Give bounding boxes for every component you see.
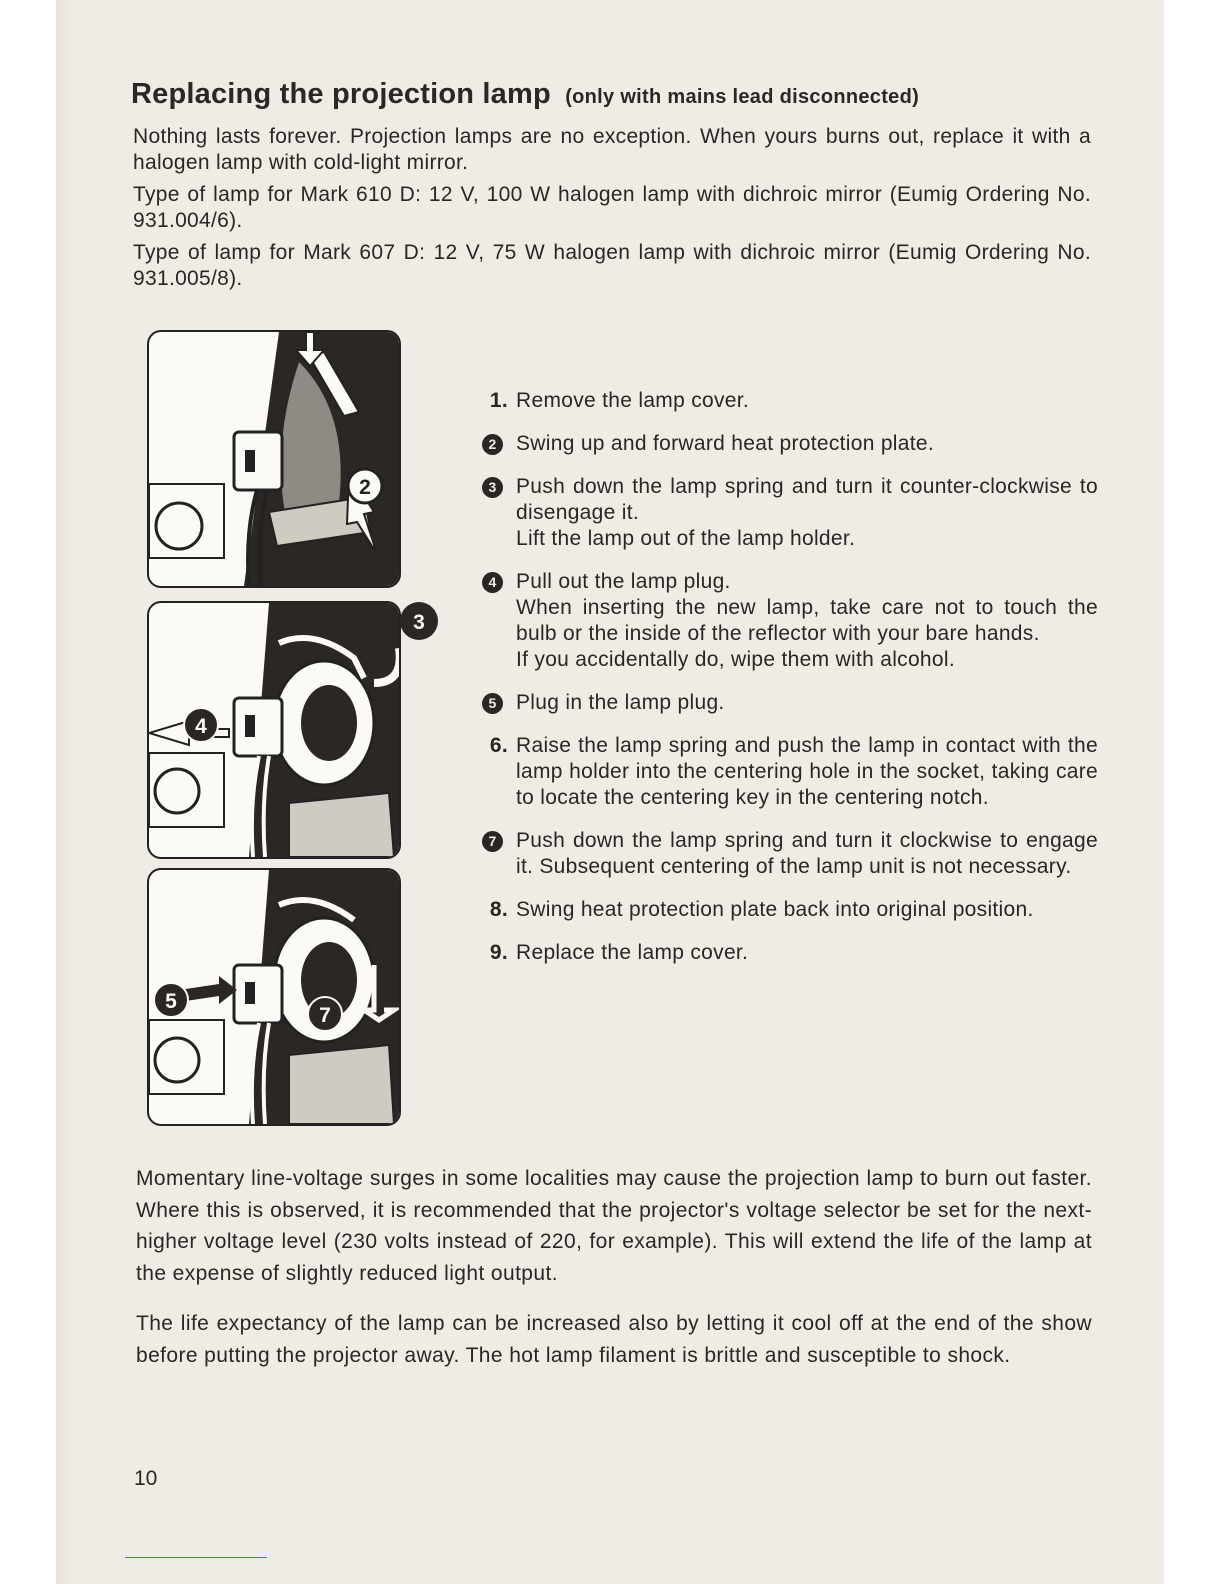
step-1 (478, 388, 1098, 414)
callout-3-badge (398, 600, 440, 642)
notes-section (136, 1163, 1092, 1390)
step-number: 5 (482, 693, 503, 714)
callout-7: 7 (319, 1004, 331, 1027)
step-text: Raise the lamp spring and push the lamp in contact with the lamp holder into the centering hole in the socket, taking care to locate the centering key in the centering notch. (516, 734, 1098, 809)
step-text: When inserting the new lamp, take care not to touch the bulb or the inside of the reflector with your bare hands. (516, 596, 1098, 645)
step-number: 7 (482, 831, 503, 852)
figure-step-2-illustration (149, 332, 399, 586)
step-7 (478, 828, 1098, 880)
step-text: Replace the lamp cover. (516, 941, 749, 964)
figure-step-3-4-illustration (149, 603, 399, 857)
callout-2: 2 (359, 476, 371, 499)
step-text: If you accidentally do, wipe them with alcohol. (516, 648, 955, 671)
step-text: Pull out the lamp plug. (516, 570, 731, 593)
page-title (131, 78, 919, 111)
lamp-spec-610d: Type of lamp for Mark 610 D: 12 V, 100 W halogen lamp with dichroic mirror (Eumig Ordering No. 931.004/6). (133, 183, 1091, 232)
title-main: Replacing the projection lamp (131, 78, 551, 110)
step-text: Push down the lamp spring and turn it counter-clockwise to disengage it. (516, 475, 1098, 524)
step-8 (478, 897, 1098, 923)
step-text: Swing up and forward heat protection plate. (516, 432, 934, 455)
step-text: Plug in the lamp plug. (516, 691, 725, 714)
step-5 (478, 690, 1098, 716)
step-number: 1. (489, 389, 508, 412)
page-number: 10 (134, 1467, 158, 1490)
step-4 (478, 569, 1098, 673)
step-text: Swing heat protection plate back into original position. (516, 898, 1034, 921)
step-text: Lift the lamp out of the lamp holder. (516, 527, 856, 550)
figure-step-2 (147, 330, 401, 588)
step-number: 2 (482, 434, 503, 455)
step-number: 6. (489, 734, 508, 757)
callout-4: 4 (195, 715, 207, 738)
title-note: (only with mains lead disconnected) (565, 86, 920, 108)
step-number: 4 (482, 572, 503, 593)
step-9 (478, 940, 1098, 966)
step-6 (478, 733, 1098, 811)
callout-5: 5 (165, 990, 177, 1013)
voltage-surge-note: Momentary line-voltage surges in some localities may cause the projection lamp to burn out faster. Where this is observed, it is recommended that the projector's voltage selector be set for the next-higher voltage level (230 volts instead of 220, for example). This will extend the life of the lamp at the expense of slightly reduced light output. (136, 1167, 1092, 1285)
step-text: Push down the lamp spring and turn it clockwise to engage it. Subsequent centering of the lamp unit is not necessary. (516, 829, 1098, 878)
figure-step-5-7 (147, 868, 401, 1126)
underline-mark (125, 1557, 267, 1558)
step-3 (478, 474, 1098, 552)
intro-text (133, 124, 1091, 298)
lamp-life-note: The life expectancy of the lamp can be increased also by letting it cool off at the end of the show before putting the projector away. The hot lamp filament is brittle and susceptible to shock. (136, 1312, 1092, 1367)
step-number: 8. (489, 898, 508, 921)
callout-3: 3 (413, 611, 425, 634)
lamp-spec-607d: Type of lamp for Mark 607 D: 12 V, 75 W halogen lamp with dichroic mirror (Eumig Ordering No. 931.005/8). (133, 241, 1091, 290)
step-number: 9. (489, 941, 508, 964)
step-number: 3 (482, 477, 503, 498)
intro-paragraph: Nothing lasts forever. Projection lamps are no exception. When yours burns out, replace it with a halogen lamp with cold-light mirror. (133, 125, 1091, 174)
figure-step-5-7-illustration (149, 870, 399, 1124)
step-text: Remove the lamp cover. (516, 389, 750, 412)
figure-step-3-4 (147, 601, 401, 859)
instruction-steps (478, 388, 1098, 983)
step-2 (478, 431, 1098, 457)
